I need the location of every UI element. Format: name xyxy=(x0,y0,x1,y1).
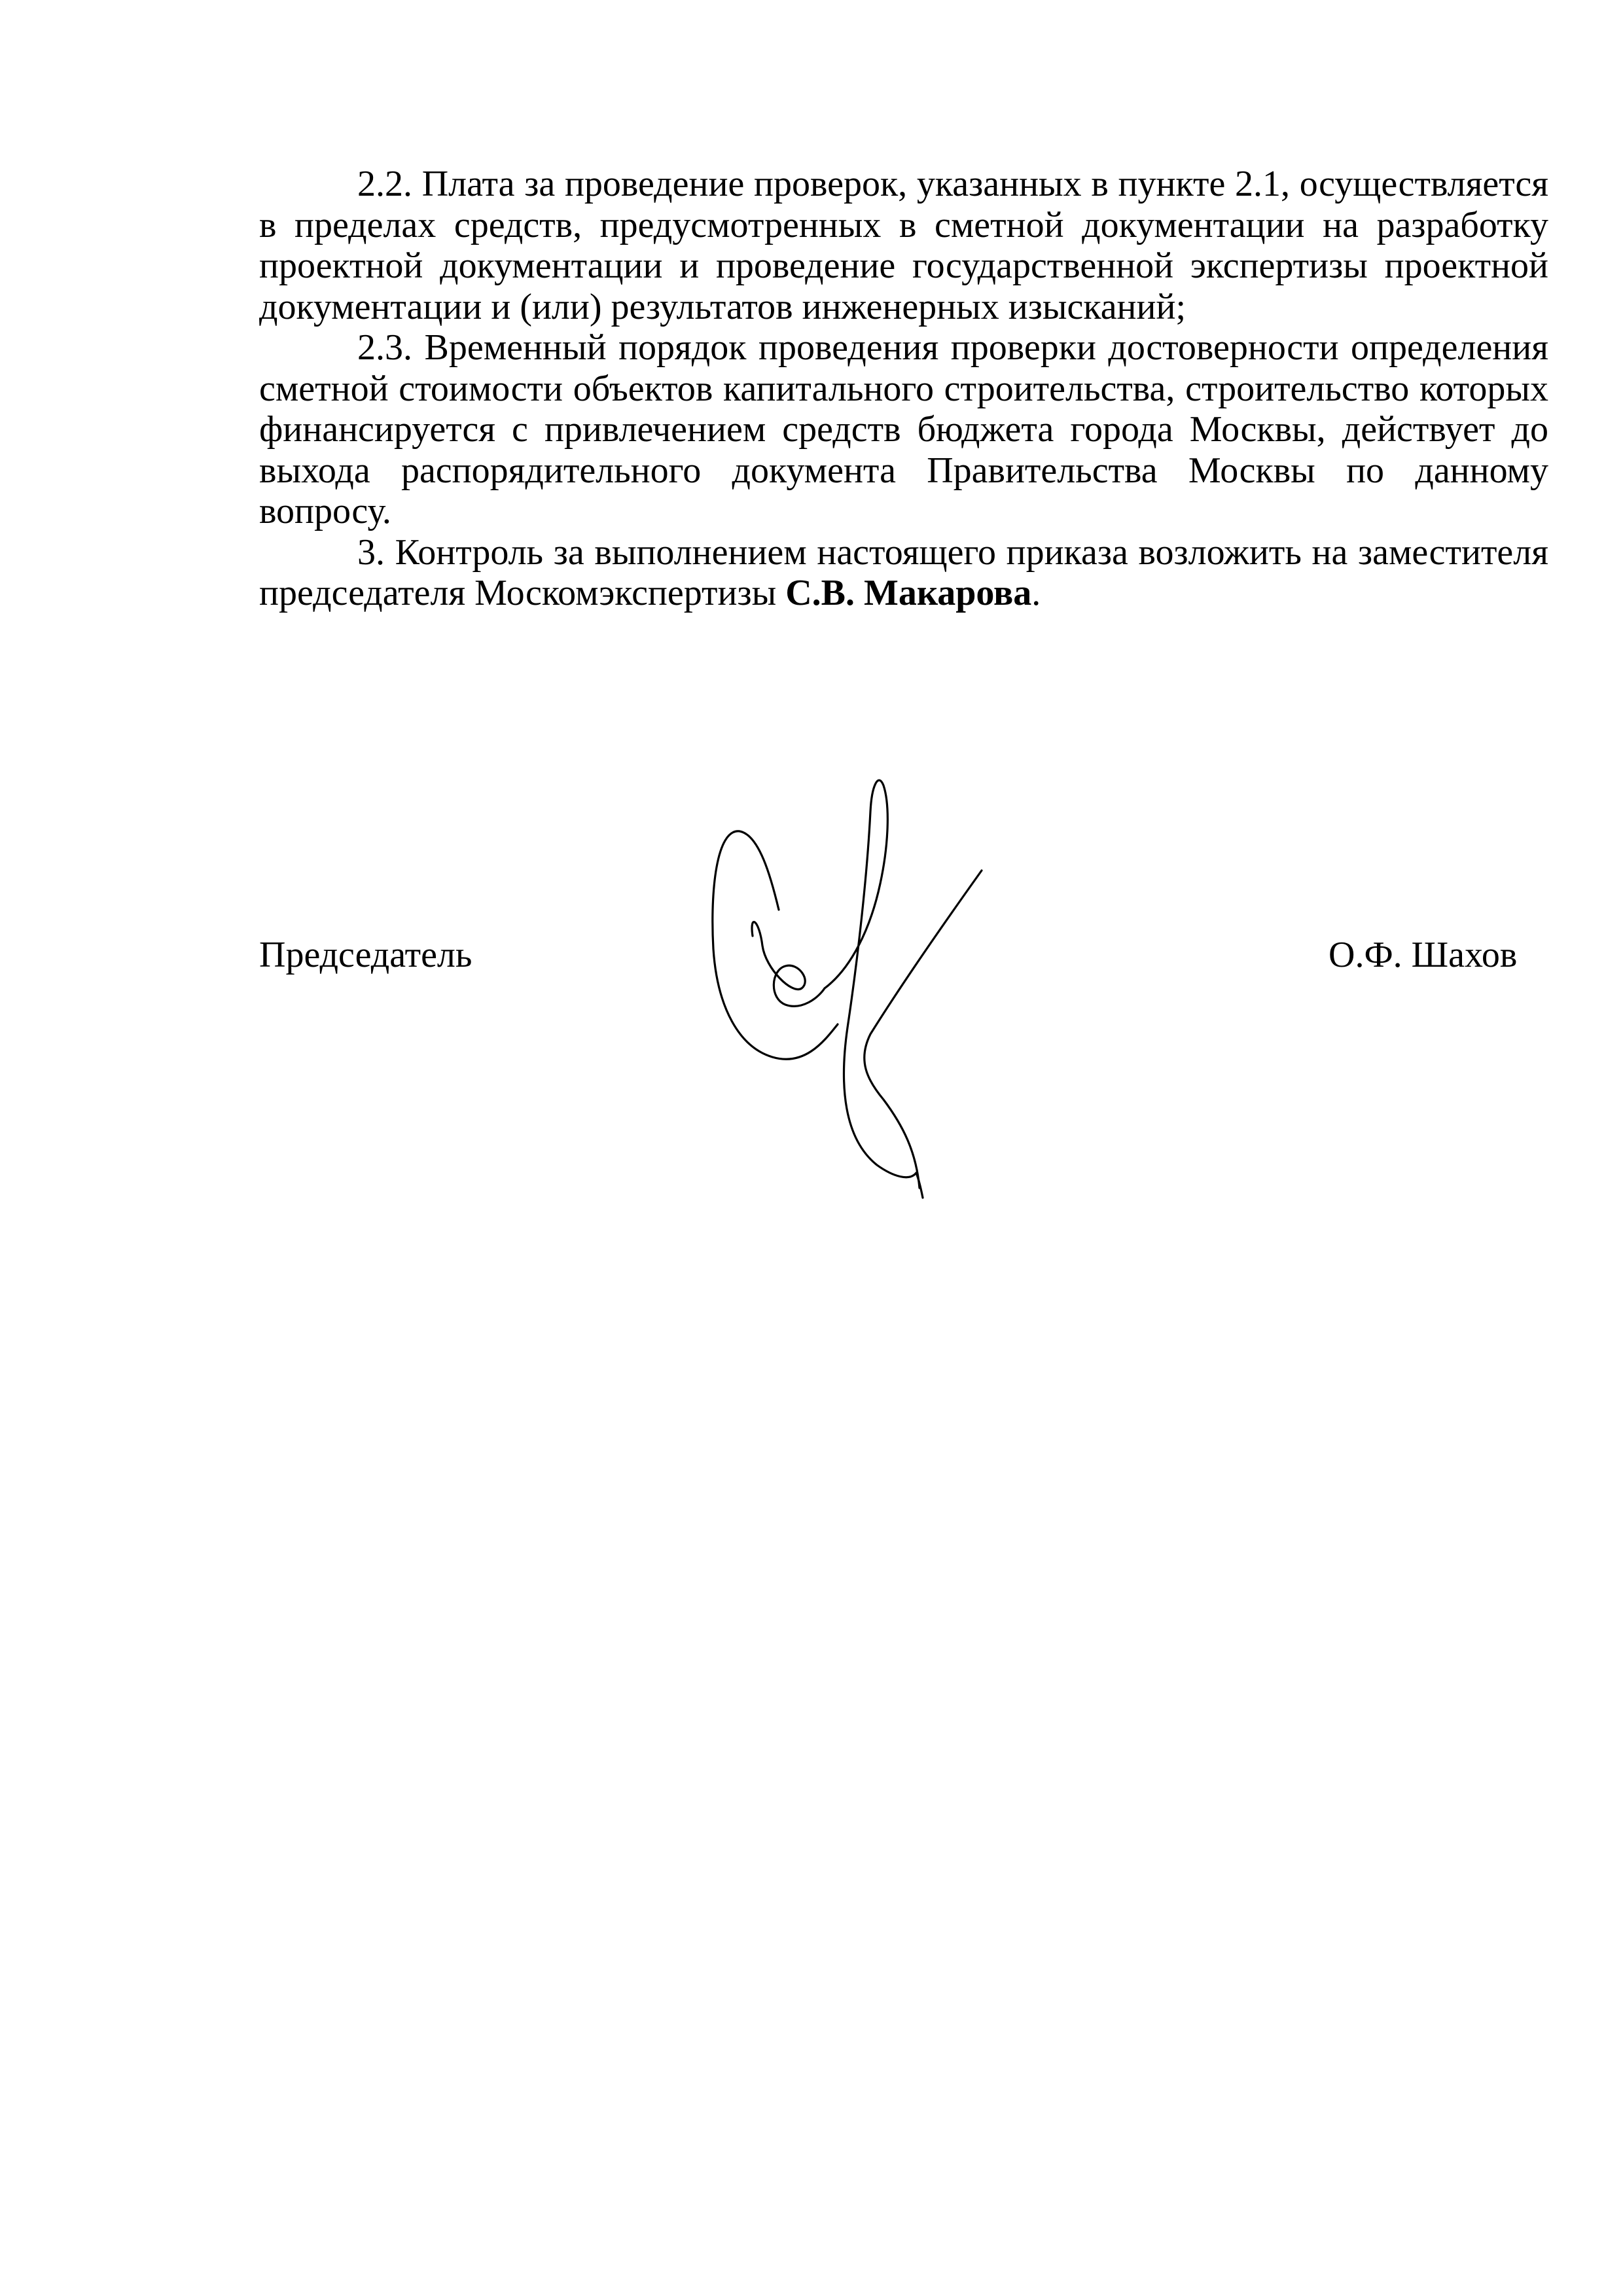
deputy-name: С.В. Макарова xyxy=(785,573,1032,613)
signatory-title: Председатель xyxy=(259,935,473,975)
document-body xyxy=(259,164,1548,614)
signature-stroke-loop xyxy=(713,831,838,1059)
signature-stroke-inner xyxy=(752,922,825,1007)
paragraph-2-3: 2.3. Временный порядок проведения проверки достоверности определения сметной стоимости объектов капитального строительства, строительство которых финансируется с привлечением средств бюджета города Москвы, действует до выхода распорядительного документа Правительства Москвы по данному вопросу. xyxy=(259,327,1548,531)
signatory-name: О.Ф. Шахов xyxy=(1329,935,1518,975)
handwritten-signature xyxy=(694,772,1060,1204)
paragraph-2-2: 2.2. Плата за проведение проверок, указанных в пункте 2.1, осуществляется в пределах средств, предусмотренных в сметной документации на разработку проектной документации и проведение государственной экспертизы проектной документации и (или) результатов инженерных изысканий; xyxy=(259,164,1548,327)
signature-stroke-rise xyxy=(825,780,916,1177)
signatureroke-diagonal xyxy=(865,870,982,1188)
paragraph-3-text: 3. Контроль за выполнением настоящего приказа возложить на заместителя председателя Москомэкспертизы xyxy=(259,531,1548,613)
paragraph-3-end: . xyxy=(1031,573,1041,613)
signature-stroke-tail xyxy=(916,1173,923,1198)
paragraph-3 xyxy=(259,532,1548,614)
